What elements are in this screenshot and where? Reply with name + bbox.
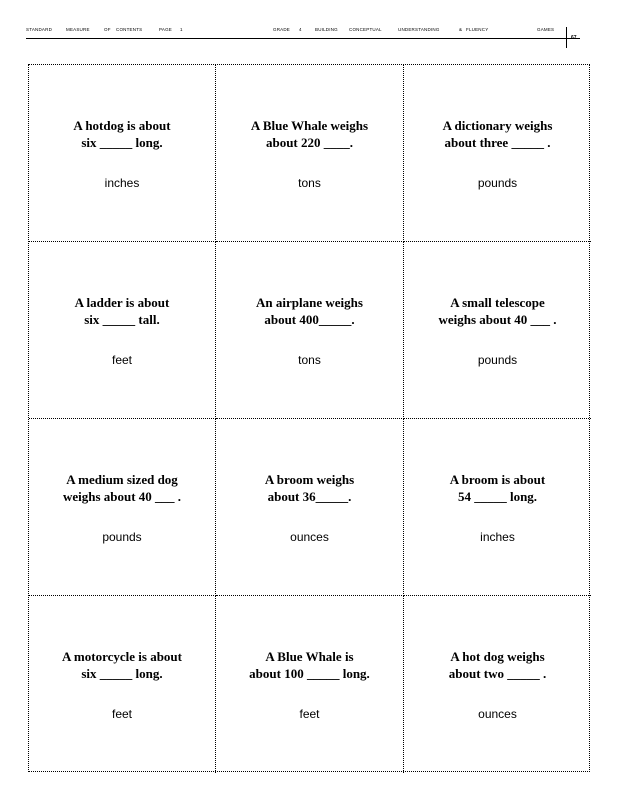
page-header — [26, 27, 566, 37]
question-line: A hot dog weighs — [450, 649, 545, 664]
header-label: GRADE — [273, 27, 291, 32]
question-line: about 100 _____ long. — [249, 666, 370, 681]
question-line: about 220 ____. — [265, 135, 354, 150]
header-label: FLUENCY — [466, 27, 489, 32]
card-question — [216, 648, 403, 682]
question-line: about 400_____. — [264, 312, 355, 327]
card-question — [404, 471, 591, 505]
card-question — [404, 648, 591, 682]
measurement-card — [216, 596, 404, 773]
card-answer: inches — [480, 530, 515, 544]
measurement-card — [404, 596, 591, 773]
question-line: about 36_____. — [267, 489, 352, 504]
card-answer: ounces — [478, 707, 517, 721]
card-answer: pounds — [477, 176, 518, 190]
header-label: MEASURE — [66, 27, 90, 32]
question-line: A dictionary weighs — [442, 118, 553, 133]
card-question — [216, 117, 403, 151]
card-answer: tons — [298, 353, 321, 367]
header-label: CONTENTS — [116, 27, 143, 32]
measurement-card — [29, 419, 216, 596]
measurement-card — [216, 242, 404, 419]
card-answer: pounds — [102, 530, 142, 544]
card-question — [29, 471, 215, 505]
question-line: weighs about 40 ___ . — [438, 312, 557, 327]
card-answer: inches — [104, 176, 140, 190]
card-question — [404, 117, 591, 151]
header-label: PAGE — [159, 27, 172, 32]
card-answer: pounds — [477, 353, 518, 367]
question-line: An airplane weighs — [256, 295, 363, 310]
page-number: 67 — [571, 35, 577, 41]
measurement-card — [404, 65, 591, 242]
question-line: about three _____ . — [444, 135, 551, 150]
question-line: about two _____ . — [448, 666, 547, 681]
card-answer: feet — [299, 707, 320, 721]
question-line: six _____ long. — [81, 666, 163, 681]
card-question — [216, 471, 403, 505]
header-rule — [26, 38, 580, 39]
question-line: A ladder is about — [74, 295, 170, 310]
measurement-card — [404, 242, 591, 419]
question-line: A broom weighs — [264, 472, 355, 487]
question-line: six _____ tall. — [84, 312, 160, 327]
question-line: six _____ long. — [81, 135, 163, 150]
measurement-card — [216, 65, 404, 242]
header-label: & — [459, 27, 463, 32]
header-label: 1 — [180, 27, 183, 32]
measurement-card — [29, 596, 216, 773]
measurement-card — [216, 419, 404, 596]
header-label: STANDARD — [26, 27, 53, 32]
header-label: 4 — [299, 27, 302, 32]
header-label: BUILDING — [315, 27, 338, 32]
header-label: OF — [104, 27, 111, 32]
header-divider — [566, 27, 567, 48]
question-line: A medium sized dog — [66, 472, 178, 487]
measurement-card — [29, 242, 216, 419]
header-label: GAMES — [537, 27, 555, 32]
question-line: A broom is about — [449, 472, 546, 487]
question-line: A small telescope — [450, 295, 545, 310]
question-line: 54 _____ long. — [457, 489, 538, 504]
card-answer: feet — [111, 353, 132, 367]
card-answer: ounces — [290, 530, 329, 544]
card-answer: tons — [298, 176, 321, 190]
question-line: A Blue Whale is — [265, 649, 354, 664]
question-line: weighs about 40 ___ . — [62, 489, 182, 504]
question-line: A Blue Whale weighs — [250, 118, 369, 133]
card-question — [216, 294, 403, 328]
header-label: CONCEPTUAL — [349, 27, 382, 32]
card-question — [29, 648, 215, 682]
measurement-card — [404, 419, 591, 596]
card-grid — [28, 64, 590, 772]
measurement-card — [29, 65, 216, 242]
header-label: UNDERSTANDING — [398, 27, 440, 32]
card-question — [404, 294, 591, 328]
question-line: A hotdog is about — [73, 118, 171, 133]
question-line: A motorcycle is about — [62, 649, 182, 664]
card-question — [29, 294, 215, 328]
card-answer: feet — [111, 707, 132, 721]
card-question — [29, 117, 215, 151]
